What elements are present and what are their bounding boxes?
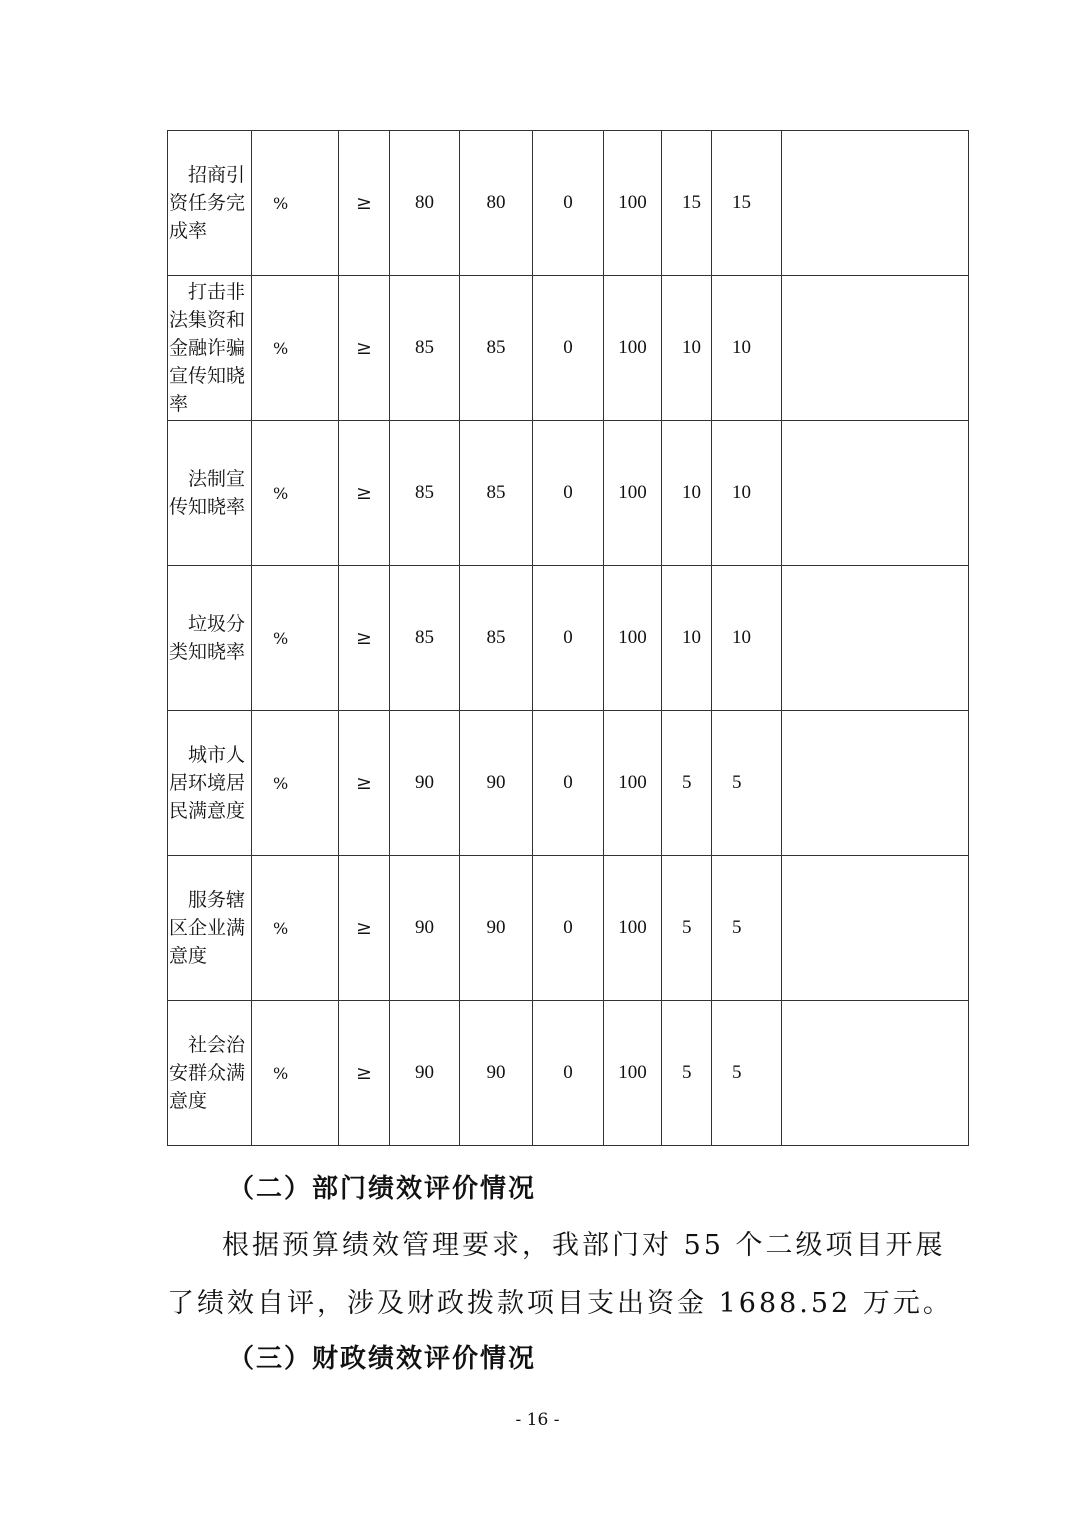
score-cell: 10 [712, 276, 782, 421]
table-row [168, 421, 969, 566]
weight-cell: 5 [662, 1001, 712, 1146]
indicator-name-cell: 垃圾分类知晓率 [168, 566, 252, 711]
table-row [168, 131, 969, 276]
operator-cell: ≥ [339, 276, 390, 421]
actual-value-cell: 90 [460, 711, 533, 856]
target-value-cell: 90 [390, 1001, 460, 1146]
operator-cell: ≥ [339, 1001, 390, 1146]
performance-indicator-table [167, 130, 969, 1146]
target-value-cell: 90 [390, 856, 460, 1001]
score-cell: 5 [712, 1001, 782, 1146]
value-cell-c1: 0 [533, 131, 604, 276]
table-row [168, 276, 969, 421]
unit-cell: % [252, 856, 339, 1001]
table-row [168, 856, 969, 1001]
target-value-cell: 90 [390, 711, 460, 856]
table-body [168, 131, 969, 1146]
value-cell-c2: 100 [604, 856, 662, 1001]
indicator-name-cell: 社会治安群众满意度 [168, 1001, 252, 1146]
paragraph-line-1: 根据预算绩效管理要求，我部门对 55 个二级项目开展 [222, 1230, 946, 1261]
note-cell [782, 276, 969, 421]
indicator-name-cell: 招商引资任务完成率 [168, 131, 252, 276]
value-cell-c2: 100 [604, 711, 662, 856]
note-cell [782, 711, 969, 856]
value-cell-c1: 0 [533, 1001, 604, 1146]
table-row [168, 566, 969, 711]
unit-cell: % [252, 421, 339, 566]
value-cell-c1: 0 [533, 276, 604, 421]
page-number: - 16 - [515, 1410, 560, 1430]
score-cell: 15 [712, 131, 782, 276]
value-cell-c2: 100 [604, 131, 662, 276]
score-cell: 10 [712, 566, 782, 711]
operator-cell: ≥ [339, 711, 390, 856]
score-cell: 5 [712, 856, 782, 1001]
score-cell: 10 [712, 421, 782, 566]
weight-cell: 15 [662, 131, 712, 276]
weight-cell: 5 [662, 856, 712, 1001]
value-cell-c1: 0 [533, 711, 604, 856]
table-row [168, 1001, 969, 1146]
weight-cell: 10 [662, 566, 712, 711]
unit-cell: % [252, 131, 339, 276]
note-cell [782, 131, 969, 276]
note-cell [782, 566, 969, 711]
actual-value-cell: 85 [460, 276, 533, 421]
weight-cell: 10 [662, 276, 712, 421]
value-cell-c2: 100 [604, 276, 662, 421]
operator-cell: ≥ [339, 566, 390, 711]
unit-cell: % [252, 566, 339, 711]
actual-value-cell: 90 [460, 856, 533, 1001]
target-value-cell: 85 [390, 276, 460, 421]
indicator-name-cell: 打击非法集资和金融诈骗宣传知晓率 [168, 276, 252, 421]
target-value-cell: 85 [390, 421, 460, 566]
paragraph-line-2: 了绩效自评，涉及财政拨款项目支出资金 1688.52 万元。 [167, 1288, 953, 1319]
value-cell-c1: 0 [533, 856, 604, 1001]
note-cell [782, 421, 969, 566]
score-cell: 5 [712, 711, 782, 856]
value-cell-c1: 0 [533, 421, 604, 566]
actual-value-cell: 85 [460, 566, 533, 711]
unit-cell: % [252, 711, 339, 856]
target-value-cell: 80 [390, 131, 460, 276]
value-cell-c2: 100 [604, 566, 662, 711]
section-heading-finance-eval: （三）财政绩效评价情况 [228, 1344, 537, 1374]
note-cell [782, 1001, 969, 1146]
note-cell [782, 856, 969, 1001]
actual-value-cell: 80 [460, 131, 533, 276]
operator-cell: ≥ [339, 421, 390, 566]
section-heading-dept-eval: （二）部门绩效评价情况 [228, 1174, 537, 1204]
weight-cell: 5 [662, 711, 712, 856]
value-cell-c1: 0 [533, 566, 604, 711]
operator-cell: ≥ [339, 131, 390, 276]
indicator-name-cell: 城市人居环境居民满意度 [168, 711, 252, 856]
value-cell-c2: 100 [604, 1001, 662, 1146]
actual-value-cell: 85 [460, 421, 533, 566]
indicator-name-cell: 服务辖区企业满意度 [168, 856, 252, 1001]
value-cell-c2: 100 [604, 421, 662, 566]
unit-cell: % [252, 276, 339, 421]
target-value-cell: 85 [390, 566, 460, 711]
weight-cell: 10 [662, 421, 712, 566]
table-row [168, 711, 969, 856]
unit-cell: % [252, 1001, 339, 1146]
indicator-name-cell: 法制宣传知晓率 [168, 421, 252, 566]
operator-cell: ≥ [339, 856, 390, 1001]
actual-value-cell: 90 [460, 1001, 533, 1146]
